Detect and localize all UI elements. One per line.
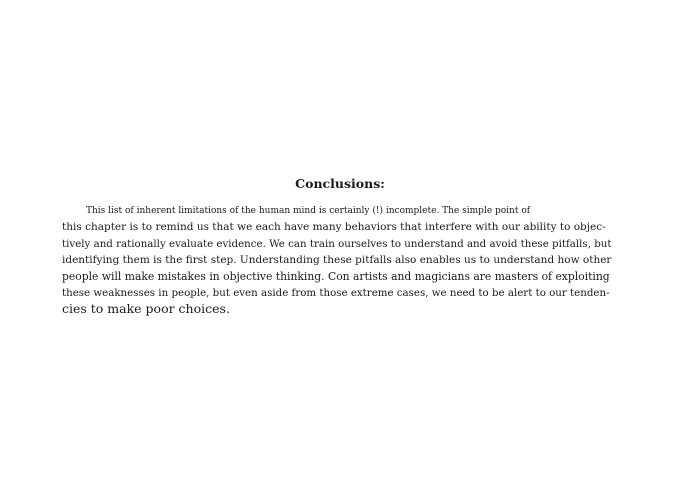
paragraph-line: this chapter is to remind us that we each have many behaviors that interfere with our ability to objec- xyxy=(62,221,606,234)
paragraph-line: This list of inherent limitations of the human mind is certainly (!) incomplete. The simple point of xyxy=(86,206,531,216)
paragraph-line: people will make mistakes in objective thinking. Con artists and magicians are masters of exploiting xyxy=(62,269,610,283)
paragraph-line: cies to make poor choices. xyxy=(62,301,230,317)
conclusion-paragraph xyxy=(62,203,618,318)
section-heading: Conclusions: xyxy=(295,176,385,191)
paragraph-line: tively and rationally evaluate evidence. We can train ourselves to understand and avoid these pitfalls, but xyxy=(62,237,612,250)
paragraph-line: these weaknesses in people, but even aside from those extreme cases, we need to be alert to our tenden- xyxy=(62,287,610,300)
paragraph-line: identifying them is the first step. Understanding these pitfalls also enables us to understand how other xyxy=(62,254,612,267)
